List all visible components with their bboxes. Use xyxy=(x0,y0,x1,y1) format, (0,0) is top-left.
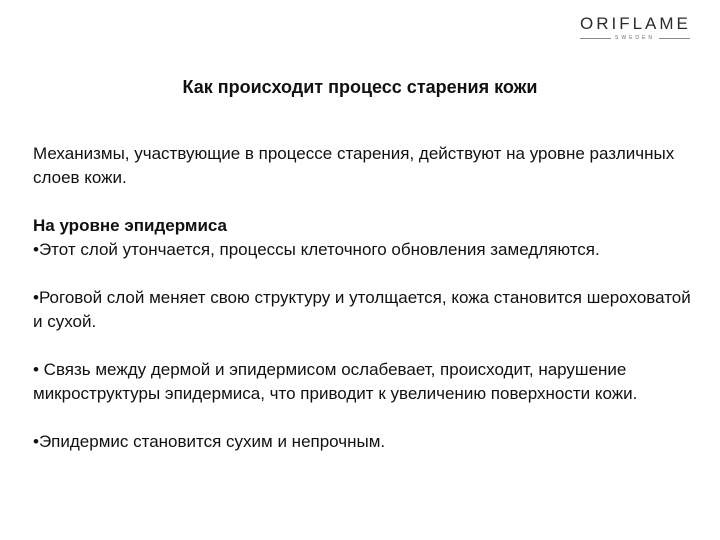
intro-paragraph: Механизмы, участвующие в процессе старения, действуют на уровне различных слоев кожи. xyxy=(33,144,675,187)
oriflame-logo xyxy=(580,14,690,41)
logo-rule-left xyxy=(580,38,611,39)
bullet-item: • Связь между дермой и эпидермисом ослабевает, происходит, нарушение микроструктуры эпидермиса, что приводит к увеличению поверхности кожи. xyxy=(33,360,638,403)
bullet-item: •Этот слой утончается, процессы клеточного обновления замедляются. xyxy=(33,240,600,259)
logo-rule-right xyxy=(659,38,690,39)
slide-body xyxy=(33,142,693,454)
logo-subline xyxy=(580,35,690,41)
bullet-item: •Эпидермис становится сухим и непрочным. xyxy=(33,432,386,451)
section-heading: На уровне эпидермиса xyxy=(33,216,228,235)
logo-text: ORIFLAME xyxy=(580,14,691,33)
bullet-item: •Роговой слой меняет свою структуру и утолщается, кожа становится шероховатой и сухой. xyxy=(33,288,691,331)
slide-title: Как происходит процесс старения кожи xyxy=(182,77,538,97)
logo-subtext: SWEDEN xyxy=(615,35,655,41)
